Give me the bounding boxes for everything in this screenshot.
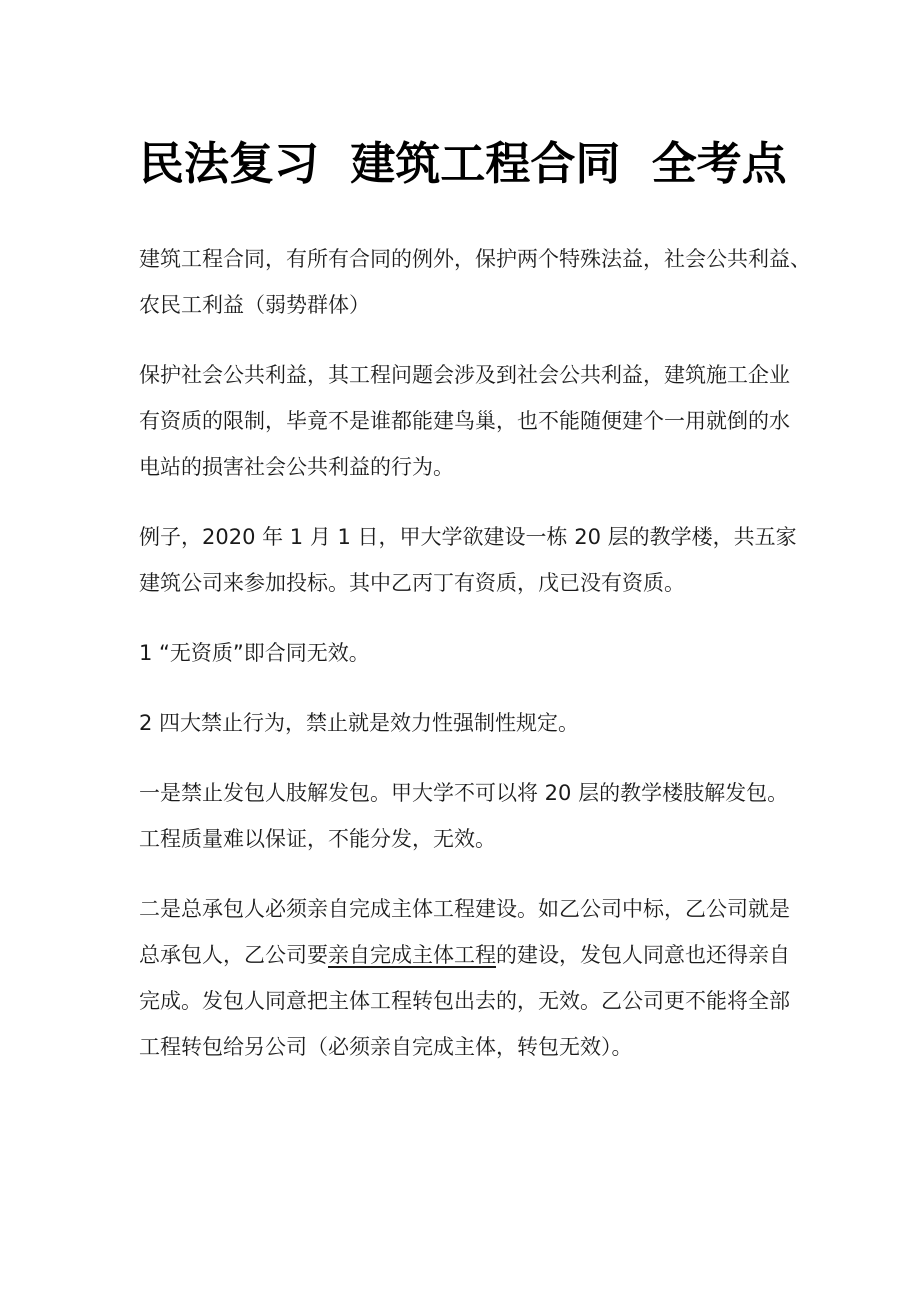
paragraph-prohibition-1 — [139, 770, 789, 862]
document-title: 民法复习 建筑工程合同 全考点 — [139, 137, 787, 190]
text-run: 的建设，发包人同意也还得亲自 — [496, 943, 790, 967]
text-line: 建筑公司来参加投标。其中乙丙丁有资质，戊已没有资质。 — [139, 571, 685, 595]
text-line: 工程质量难以保证，不能分发，无效。 — [139, 827, 496, 851]
paragraph-example — [139, 514, 797, 606]
paragraph-intro — [139, 236, 811, 328]
document-body — [139, 236, 811, 1070]
paragraph-prohibition-2 — [139, 886, 789, 1070]
text-line: 电站的损害社会公共利益的行为。 — [139, 455, 454, 479]
text-line: 有资质的限制，毕竟不是谁都能建鸟巢，也不能随便建个一用就倒的水 — [139, 409, 790, 433]
text-line: 1 “无资质”即合同无效。 — [139, 641, 370, 665]
text-line: 工程转包给另公司（必须亲自完成主体，转包无效）。 — [139, 1035, 633, 1059]
text-line: 农民工利益（弱势群体） — [139, 293, 370, 317]
paragraph-public-interest — [139, 352, 789, 490]
text-line: 2 四大禁止行为，禁止就是效力性强制性规定。 — [139, 711, 580, 735]
paragraph-point-2 — [139, 700, 789, 746]
text-line: 一是禁止发包人肢解发包。甲大学不可以将 20 层的教学楼肢解发包。 — [139, 781, 789, 805]
text-line: 二是总承包人必须亲自完成主体工程建设。如乙公司中标，乙公司就是 — [139, 897, 790, 921]
text-line — [139, 932, 789, 978]
text-line: 建筑工程合同，有所有合同的例外，保护两个特殊法益，社会公共利益、 — [139, 247, 811, 271]
text-line: 保护社会公共利益，其工程问题会涉及到社会公共利益，建筑施工企业 — [139, 363, 790, 387]
text-line: 完成。发包人同意把主体工程转包出去的，无效。乙公司更不能将全部 — [139, 989, 790, 1013]
text-run: 总承包人，乙公司要 — [139, 943, 328, 967]
text-line: 例子，2020 年 1 月 1 日，甲大学欲建设一栋 20 层的教学楼，共五家 — [139, 525, 797, 549]
underlined-text: 亲自完成主体工程 — [328, 943, 496, 967]
paragraph-point-1 — [139, 630, 789, 676]
